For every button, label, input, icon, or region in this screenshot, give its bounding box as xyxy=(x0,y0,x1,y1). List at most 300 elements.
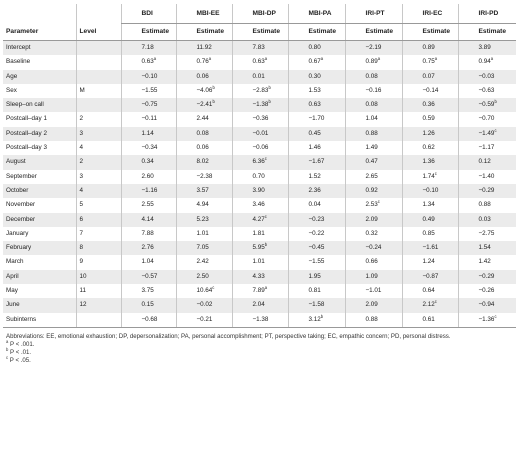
estimate-cell xyxy=(288,270,345,284)
estimate-cell xyxy=(288,127,345,141)
header-blank xyxy=(3,4,76,24)
estimate-value: 5.95 xyxy=(252,244,265,252)
estimate-cell xyxy=(121,141,176,155)
estimate-value: 3.46 xyxy=(252,201,265,209)
estimate-cell xyxy=(288,84,345,98)
estimate-value: 0.30 xyxy=(308,72,321,80)
estimate-cell xyxy=(121,170,176,184)
estimate-value: 0.67 xyxy=(308,58,321,66)
estimate-value: −0.26 xyxy=(478,287,495,295)
estimate-value: 2.44 xyxy=(196,115,209,123)
estimate-value: −2.41 xyxy=(196,101,213,109)
estimate-cell xyxy=(402,255,458,269)
estimate-value: 0.03 xyxy=(478,215,491,223)
estimate-cell xyxy=(232,41,288,56)
estimate-cell xyxy=(121,213,176,227)
estimate-cell xyxy=(176,298,232,312)
estimate-cell xyxy=(402,112,458,126)
estimate-cell xyxy=(402,127,458,141)
estimate-cell xyxy=(345,84,402,98)
estimate-cell xyxy=(176,112,232,126)
estimate-cell xyxy=(121,298,176,312)
estimate-value: 1.53 xyxy=(308,86,321,94)
estimate-cell xyxy=(121,241,176,255)
level-cell xyxy=(76,98,121,112)
estimate-value: −0.94 xyxy=(478,301,495,309)
table-row xyxy=(3,84,516,98)
estimate-cell xyxy=(176,270,232,284)
abbreviations-note: Abbreviations: EE, emotional exhaustion; DP, depersonalization; PA, personal accomplishment; PT, perspective taking; EC, empathic concern; PD, personal distress. xyxy=(6,332,451,340)
estimate-cell xyxy=(402,298,458,312)
estimate-value: 3.12 xyxy=(308,315,321,323)
estimate-cell xyxy=(345,227,402,241)
significance-mark: c xyxy=(264,156,267,162)
parameter-cell: September xyxy=(3,170,76,184)
estimate-header: Estimate xyxy=(232,24,288,41)
estimate-cell xyxy=(288,198,345,212)
estimate-value: −1.36 xyxy=(478,315,495,323)
estimate-cell xyxy=(176,227,232,241)
estimate-value: 2.60 xyxy=(141,172,154,180)
estimate-value: −0.36 xyxy=(252,115,269,123)
level-cell: 4 xyxy=(76,184,121,198)
estimate-cell xyxy=(232,313,288,328)
estimate-value: −0.03 xyxy=(478,72,495,80)
estimate-value: 1.54 xyxy=(478,244,491,252)
estimate-value: 4.33 xyxy=(252,272,265,280)
estimate-value: 8.02 xyxy=(196,158,209,166)
table-row xyxy=(3,284,516,298)
parameter-cell: Age xyxy=(3,70,76,84)
estimate-cell xyxy=(345,127,402,141)
estimate-value: 2.04 xyxy=(252,301,265,309)
estimate-value: −0.21 xyxy=(196,315,213,323)
estimate-value: 4.27 xyxy=(252,215,265,223)
estimate-value: 0.89 xyxy=(365,58,378,66)
table-notes xyxy=(3,333,514,365)
results-table-container xyxy=(3,4,516,365)
estimate-cell xyxy=(458,255,516,269)
level-cell: 2 xyxy=(76,112,121,126)
estimate-value: 0.88 xyxy=(365,129,378,137)
parameter-cell: Baseline xyxy=(3,55,76,69)
estimate-value: 2.53 xyxy=(365,201,378,209)
estimate-cell xyxy=(458,198,516,212)
estimate-cell xyxy=(176,155,232,169)
estimate-value: −0.57 xyxy=(141,272,158,280)
estimate-value: 7.83 xyxy=(252,44,265,51)
estimate-header: Estimate xyxy=(288,24,345,41)
estimate-value: 0.04 xyxy=(308,201,321,209)
estimate-value: 2.50 xyxy=(196,272,209,280)
table-row xyxy=(3,298,516,312)
parameter-cell: Postcall–day 2 xyxy=(3,127,76,141)
estimate-value: −1.01 xyxy=(365,287,382,295)
estimate-value: 4.14 xyxy=(141,215,154,223)
parameter-cell: June xyxy=(3,298,76,312)
estimate-value: 1.52 xyxy=(308,172,321,180)
footnote-mark: b xyxy=(6,347,9,353)
significance-mark: a xyxy=(377,56,381,62)
estimate-cell xyxy=(402,170,458,184)
parameter-cell: Sleep–on call xyxy=(3,98,76,112)
estimate-value: 0.45 xyxy=(308,129,321,137)
significance-mark: b xyxy=(212,99,215,105)
estimate-cell xyxy=(345,198,402,212)
estimate-value: 0.85 xyxy=(422,229,435,237)
table-row xyxy=(3,170,516,184)
estimate-value: −0.59 xyxy=(478,101,495,109)
estimate-value: 0.01 xyxy=(252,72,265,80)
estimate-cell xyxy=(288,298,345,312)
estimate-cell xyxy=(402,155,458,169)
estimate-cell xyxy=(345,284,402,298)
estimate-value: −0.24 xyxy=(365,244,382,252)
estimate-value: −1.70 xyxy=(308,115,325,123)
estimate-cell xyxy=(176,70,232,84)
estimate-cell xyxy=(232,155,288,169)
estimate-value: 3.90 xyxy=(252,186,265,194)
estimate-value: 1.42 xyxy=(478,258,491,266)
estimate-cell xyxy=(232,141,288,155)
parameter-cell: November xyxy=(3,198,76,212)
estimate-value: 0.88 xyxy=(365,315,378,323)
estimate-cell xyxy=(345,313,402,328)
estimate-cell xyxy=(176,55,232,69)
estimate-cell xyxy=(288,41,345,56)
estimate-value: −1.67 xyxy=(308,158,325,166)
parameter-cell: October xyxy=(3,184,76,198)
estimate-cell xyxy=(402,41,458,56)
estimate-cell xyxy=(458,84,516,98)
estimate-value: 2.12 xyxy=(422,301,435,309)
estimate-cell xyxy=(288,284,345,298)
estimate-cell xyxy=(402,198,458,212)
table-body xyxy=(3,41,516,328)
significance-mark: c xyxy=(434,299,437,305)
estimate-cell xyxy=(288,141,345,155)
estimate-cell xyxy=(121,112,176,126)
estimate-cell xyxy=(232,284,288,298)
estimate-cell xyxy=(176,141,232,155)
column-header: IRI-PD xyxy=(458,4,516,24)
estimate-value: −0.29 xyxy=(478,186,495,194)
estimate-cell xyxy=(288,98,345,112)
parameter-cell: Postcall–day 3 xyxy=(3,141,76,155)
estimate-header: Estimate xyxy=(345,24,402,41)
significance-mark: a xyxy=(264,56,268,62)
parameter-cell: August xyxy=(3,155,76,169)
estimate-value: −0.23 xyxy=(308,215,325,223)
table-row xyxy=(3,313,516,328)
estimate-cell xyxy=(458,155,516,169)
estimate-cell xyxy=(288,241,345,255)
estimate-cell xyxy=(288,184,345,198)
estimate-value: 1.04 xyxy=(365,115,378,123)
significance-mark: a xyxy=(320,56,324,62)
estimate-cell xyxy=(121,198,176,212)
estimate-cell xyxy=(402,241,458,255)
column-header: IRI-PT xyxy=(345,4,402,24)
estimate-cell xyxy=(345,155,402,169)
estimate-value: 0.08 xyxy=(365,101,378,109)
estimate-cell xyxy=(288,313,345,328)
estimate-cell xyxy=(458,98,516,112)
significance-mark: b xyxy=(212,84,215,90)
parameter-cell: Subinterns xyxy=(3,313,76,328)
estimate-value: 0.49 xyxy=(422,215,435,223)
level-cell: M xyxy=(76,84,121,98)
estimate-cell xyxy=(176,284,232,298)
estimate-cell xyxy=(345,184,402,198)
estimate-cell xyxy=(176,41,232,56)
estimate-cell xyxy=(288,255,345,269)
estimate-value: 3.89 xyxy=(478,44,491,51)
estimate-value: 7.89 xyxy=(252,287,265,295)
parameter-cell: May xyxy=(3,284,76,298)
estimate-value: 0.63 xyxy=(308,101,321,109)
level-cell: 8 xyxy=(76,241,121,255)
estimate-value: −2.75 xyxy=(478,229,495,237)
estimate-cell xyxy=(176,84,232,98)
estimate-value: 2.42 xyxy=(196,258,209,266)
estimate-cell xyxy=(232,55,288,69)
estimate-value: −2.83 xyxy=(252,86,269,94)
level-cell: 6 xyxy=(76,213,121,227)
estimate-value: −0.45 xyxy=(308,244,325,252)
level-cell: 3 xyxy=(76,170,121,184)
significance-mark: a xyxy=(490,56,494,62)
estimate-cell xyxy=(345,41,402,56)
estimate-cell xyxy=(176,170,232,184)
estimate-value: −0.29 xyxy=(478,272,495,280)
estimate-cell xyxy=(288,227,345,241)
table-row xyxy=(3,255,516,269)
parameter-cell: April xyxy=(3,270,76,284)
estimate-value: 1.01 xyxy=(252,258,265,266)
estimate-value: 0.34 xyxy=(141,158,154,166)
estimate-cell xyxy=(232,227,288,241)
footnote xyxy=(6,349,514,357)
column-header: MBI-DP xyxy=(232,4,288,24)
estimate-cell xyxy=(176,213,232,227)
estimate-value: 0.75 xyxy=(422,58,435,66)
estimate-cell xyxy=(402,98,458,112)
estimate-value: 1.46 xyxy=(308,144,321,152)
estimate-value: 0.07 xyxy=(422,72,435,80)
estimate-cell xyxy=(458,41,516,56)
table-row xyxy=(3,213,516,227)
estimate-value: 0.81 xyxy=(308,287,321,295)
level-cell xyxy=(76,313,121,328)
estimate-value: −0.34 xyxy=(141,144,158,152)
estimate-cell xyxy=(121,98,176,112)
estimate-cell xyxy=(176,255,232,269)
estimate-value: −0.11 xyxy=(141,115,157,123)
estimate-value: 0.06 xyxy=(196,144,209,152)
estimate-value: 0.06 xyxy=(196,72,209,80)
estimate-value: −1.38 xyxy=(252,315,269,323)
estimate-cell xyxy=(121,184,176,198)
parameter-cell: December xyxy=(3,213,76,227)
estimate-value: 0.12 xyxy=(478,158,491,166)
estimate-cell xyxy=(232,112,288,126)
estimate-value: −0.02 xyxy=(196,301,213,309)
estimate-cell xyxy=(232,298,288,312)
estimate-value: −0.63 xyxy=(478,86,495,94)
estimate-cell xyxy=(345,255,402,269)
estimate-cell xyxy=(345,55,402,69)
estimate-value: −0.68 xyxy=(141,315,158,323)
estimate-value: 2.76 xyxy=(141,244,154,252)
table-row xyxy=(3,98,516,112)
table-row xyxy=(3,70,516,84)
level-cell: 4 xyxy=(76,141,121,155)
estimate-value: 1.04 xyxy=(141,258,154,266)
header-row-labels xyxy=(3,24,516,41)
estimate-header: Estimate xyxy=(458,24,516,41)
estimate-value: 0.80 xyxy=(308,44,321,51)
estimate-cell xyxy=(345,213,402,227)
estimate-cell xyxy=(176,313,232,328)
estimate-value: 0.59 xyxy=(422,115,435,123)
estimate-value: 1.09 xyxy=(365,272,378,280)
estimate-value: −1.17 xyxy=(478,144,495,152)
estimate-cell xyxy=(232,98,288,112)
estimate-value: 3.57 xyxy=(196,186,209,194)
header-blank xyxy=(76,4,121,24)
table-row xyxy=(3,127,516,141)
estimate-value: 0.66 xyxy=(365,258,378,266)
estimate-cell xyxy=(458,184,516,198)
estimate-cell xyxy=(232,213,288,227)
estimate-cell xyxy=(232,270,288,284)
estimate-value: 1.34 xyxy=(422,201,435,209)
footnote-mark: a xyxy=(6,339,9,344)
estimate-cell xyxy=(458,284,516,298)
significance-mark: c xyxy=(434,170,437,176)
estimate-cell xyxy=(121,255,176,269)
estimate-value: 5.23 xyxy=(196,215,209,223)
table-row xyxy=(3,241,516,255)
estimate-header: Estimate xyxy=(176,24,232,41)
estimate-value: −0.10 xyxy=(422,186,439,194)
estimate-value: 1.24 xyxy=(422,258,435,266)
estimate-value: −0.75 xyxy=(141,101,158,109)
estimate-cell xyxy=(402,84,458,98)
estimate-cell xyxy=(288,170,345,184)
footnote xyxy=(6,341,514,349)
estimate-value: 0.94 xyxy=(478,58,491,66)
parameter-cell: Sex xyxy=(3,84,76,98)
estimate-header: Estimate xyxy=(402,24,458,41)
estimate-cell xyxy=(458,70,516,84)
significance-mark: a xyxy=(208,56,212,62)
estimate-value: 3.75 xyxy=(141,287,154,295)
estimate-value: −0.70 xyxy=(478,115,495,123)
estimate-cell xyxy=(402,213,458,227)
estimate-cell xyxy=(288,112,345,126)
level-cell: 2 xyxy=(76,155,121,169)
estimate-cell xyxy=(121,84,176,98)
estimate-cell xyxy=(176,184,232,198)
table-row xyxy=(3,184,516,198)
footnotes xyxy=(6,341,514,365)
estimate-cell xyxy=(458,227,516,241)
table-row xyxy=(3,41,516,56)
estimate-cell xyxy=(345,270,402,284)
significance-mark: b xyxy=(268,99,271,105)
estimate-cell xyxy=(345,298,402,312)
estimate-value: 2.36 xyxy=(308,186,321,194)
estimate-cell xyxy=(288,70,345,84)
significance-mark: b xyxy=(320,313,324,319)
estimate-value: 0.15 xyxy=(141,301,154,309)
estimate-cell xyxy=(458,241,516,255)
estimate-value: 2.55 xyxy=(141,201,154,209)
parameter-cell: Intercept xyxy=(3,41,76,56)
column-header: MBI-EE xyxy=(176,4,232,24)
estimate-cell xyxy=(121,284,176,298)
estimate-value: 0.76 xyxy=(196,58,209,66)
estimate-value: 0.70 xyxy=(252,172,265,180)
significance-mark: a xyxy=(434,56,438,62)
estimate-cell xyxy=(121,227,176,241)
estimate-value: 10.64 xyxy=(196,287,213,295)
estimate-cell xyxy=(121,313,176,328)
significance-mark: b xyxy=(268,84,271,90)
level-cell: 3 xyxy=(76,127,121,141)
estimate-cell xyxy=(402,141,458,155)
estimate-value: −0.16 xyxy=(365,86,382,94)
estimate-value: 0.92 xyxy=(365,186,378,194)
level-cell: 11 xyxy=(76,284,121,298)
level-cell: 7 xyxy=(76,227,121,241)
estimate-value: −2.19 xyxy=(365,44,382,51)
estimate-cell xyxy=(345,141,402,155)
estimate-cell xyxy=(402,55,458,69)
estimate-cell xyxy=(232,255,288,269)
estimate-value: 0.62 xyxy=(422,144,435,152)
estimate-value: 1.95 xyxy=(308,272,321,280)
estimate-cell xyxy=(232,198,288,212)
estimate-cell xyxy=(402,227,458,241)
table-row xyxy=(3,198,516,212)
estimate-cell xyxy=(232,84,288,98)
footnote-text: P < .05. xyxy=(9,357,31,365)
estimate-value: 4.94 xyxy=(196,201,209,209)
estimate-value: 7.88 xyxy=(141,229,154,237)
estimate-value: −0.14 xyxy=(422,86,439,94)
estimate-value: 0.32 xyxy=(365,229,378,237)
estimate-value: 0.61 xyxy=(422,315,435,323)
column-header: IRI-EC xyxy=(402,4,458,24)
estimate-cell xyxy=(458,270,516,284)
column-header: BDI xyxy=(121,4,176,24)
estimate-value: −0.87 xyxy=(422,272,439,280)
parameter-cell: March xyxy=(3,255,76,269)
estimate-value: −1.58 xyxy=(308,301,325,309)
table-row xyxy=(3,112,516,126)
estimate-cell xyxy=(458,298,516,312)
level-cell xyxy=(76,55,121,69)
estimate-value: 1.49 xyxy=(365,144,378,152)
significance-mark: b xyxy=(264,242,268,248)
estimate-cell xyxy=(345,241,402,255)
significance-mark: a xyxy=(264,284,268,290)
estimate-value: −2.38 xyxy=(196,172,213,180)
estimate-value: 0.88 xyxy=(478,201,491,209)
